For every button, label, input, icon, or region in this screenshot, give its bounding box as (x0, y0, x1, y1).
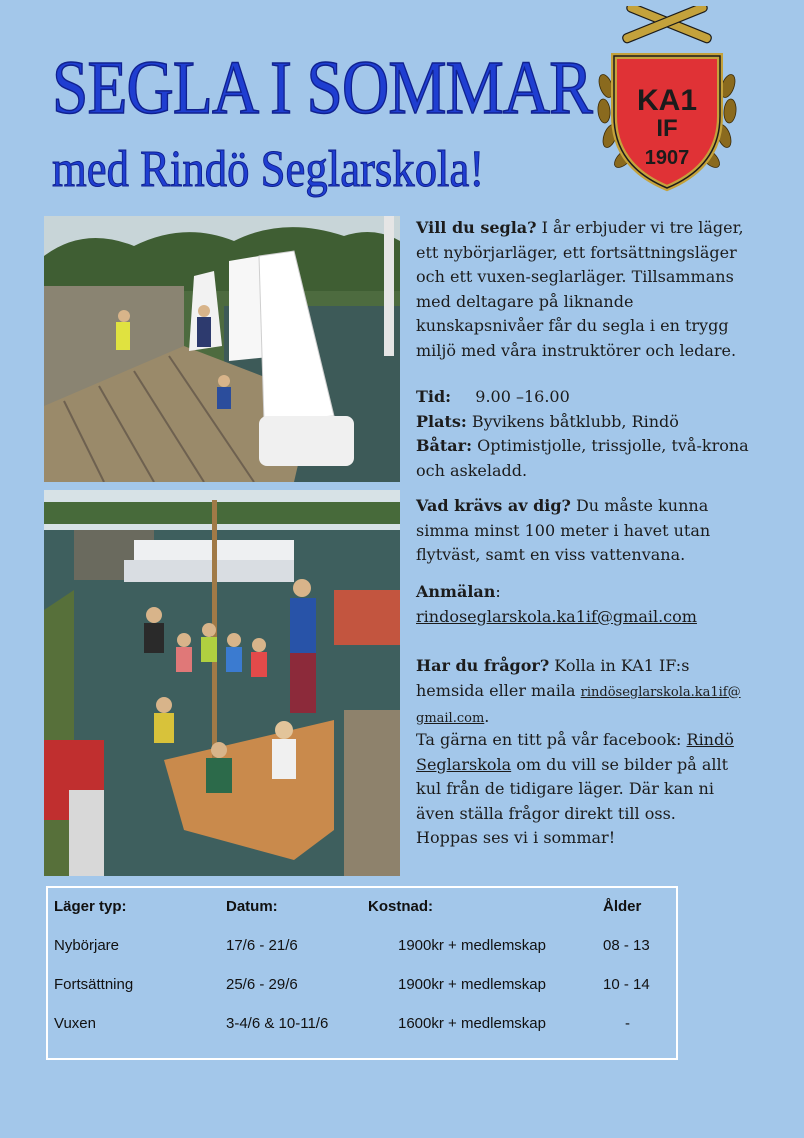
time-label: Tid: (416, 387, 452, 406)
requirements-body: Du måste kunna simma minst 100 meter i havet utan flytväst, samt en viss vattenvana. (416, 496, 711, 564)
questions-body: Kolla in KA1 IF:s hemsida eller maila (416, 656, 690, 700)
logo-year: 1907 (644, 147, 690, 169)
club-logo (592, 6, 742, 196)
table-cell: 1900kr + medlemskap (398, 976, 546, 993)
table-cell: Vuxen (54, 1015, 96, 1032)
signup-lead: Anmälan (416, 582, 496, 601)
boats-label: Båtar: (416, 436, 472, 455)
intro-body: I år erbjuder vi tre läger, ett nybörjarläger, ett fortsättningsläger och ett vuxen-seglarläger. Tillsammans med deltagare på liknande kunskapsnivåer får du segla i en trygg miljö med våra instruktörer och ledare. (416, 218, 744, 360)
logo-text-bottom: IF (656, 115, 678, 142)
facebook-paragraph (416, 728, 756, 851)
questions-end: . (484, 707, 490, 726)
requirements-lead: Vad krävs av dig? (416, 496, 571, 515)
page-subtitle: med Rindö Seglarskola! (52, 141, 485, 198)
requirements-paragraph (416, 494, 756, 568)
logo-text-top: KA1 (636, 84, 698, 117)
table-cell: 1600kr + medlemskap (398, 1015, 546, 1032)
photo-dock-boats (44, 216, 400, 482)
photo-group-in-boat (44, 490, 400, 876)
signup-email-link[interactable]: rindoseglarskola.ka1if@gmail.com (416, 606, 697, 626)
table-cell: 08 - 13 (603, 937, 650, 954)
table-cell: Nybörjare (54, 937, 120, 954)
details-block (416, 385, 756, 483)
table-cell: Fortsättning (54, 976, 134, 993)
table-header: Ålder (603, 898, 642, 915)
questions-email-link[interactable]: rindöseglarskola.ka1if@ gmail.com (416, 684, 741, 726)
questions-lead: Har du frågor? (416, 656, 550, 675)
facebook-text-before: Ta gärna en titt på vår facebook: (416, 730, 687, 749)
camp-table (46, 886, 678, 1060)
table-header: Datum: (226, 898, 278, 915)
questions-paragraph (416, 654, 756, 732)
intro-lead: Vill du segla? (416, 218, 537, 237)
table-cell: 1900kr + medlemskap (398, 937, 546, 954)
time-value: 9.00 –16.00 (475, 387, 570, 406)
closing-line: Hoppas ses vi i sommar! (416, 828, 616, 847)
table-cell: 17/6 - 21/6 (226, 937, 298, 954)
table-cell: - (625, 1015, 630, 1032)
signup-colon: : (495, 582, 501, 601)
page-title: SEGLA I SOMMAR (52, 46, 592, 130)
table-cell: 3-4/6 & 10-11/6 (226, 1015, 329, 1032)
table-cell: 10 - 14 (603, 976, 650, 993)
intro-paragraph (416, 216, 756, 363)
table-cell: 25/6 - 29/6 (226, 976, 298, 993)
place-label: Plats: (416, 411, 467, 431)
boats-value: Optimistjolle, trissjolle, två-krona och askeladd. (416, 436, 749, 480)
table-header: Läger typ: (54, 898, 127, 915)
place-value: Byvikens båtklubb, Rindö (471, 411, 679, 431)
signup-block (416, 580, 756, 629)
facebook-text-after: om du vill se bilder på allt kul från de tidigare läger. Där kan ni även ställa frågor direkt till oss. (416, 754, 729, 823)
table-header: Kostnad: (368, 898, 433, 915)
facebook-link[interactable]: Rindö Seglarskola (416, 730, 734, 774)
